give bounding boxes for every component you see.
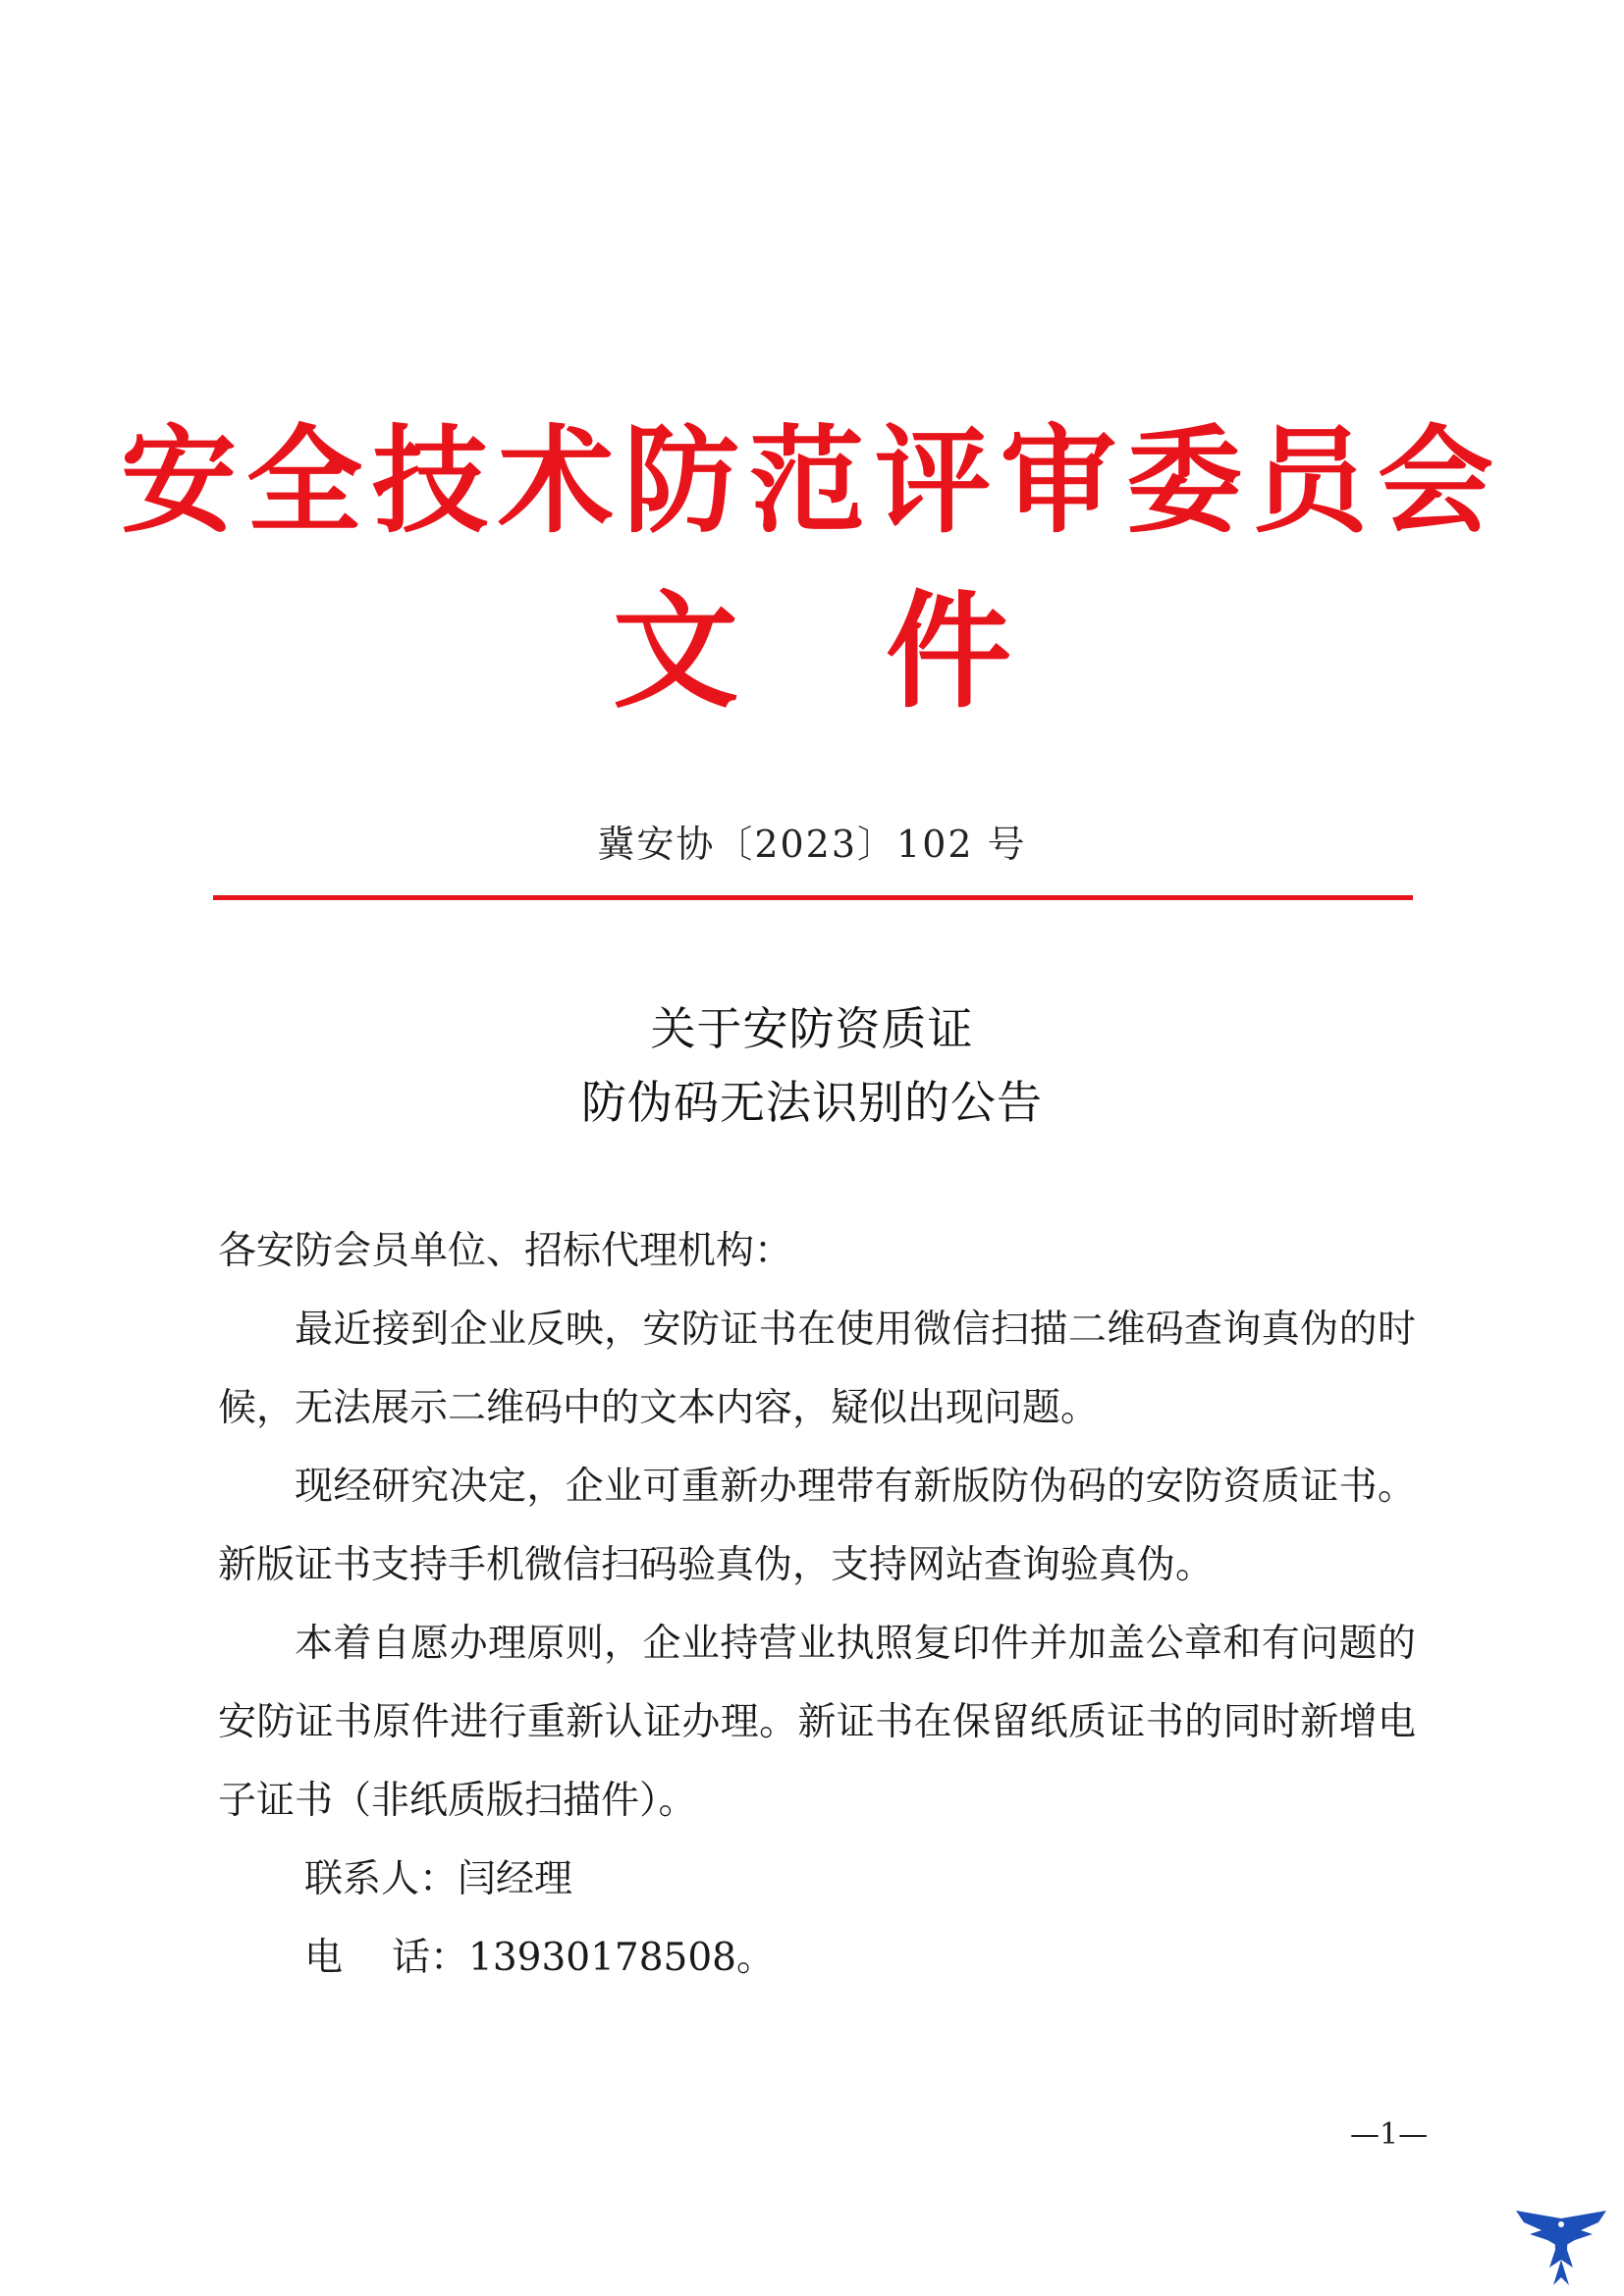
paragraph-3: 本着自愿办理原则，企业持营业执照复印件并加盖公章和有问题的安防证书原件进行重新认证办理。新证书在保留纸质证书的同时新增电子证书（非纸质版扫描件）。 bbox=[218, 1622, 1416, 1823]
salutation: 各安防会员单位、招标代理机构： bbox=[218, 1229, 793, 1273]
red-divider bbox=[213, 895, 1413, 900]
contact-label: 联系人： bbox=[304, 1857, 459, 1901]
phone-label-1: 电 bbox=[304, 1936, 344, 1980]
contact-line bbox=[304, 1841, 1384, 1919]
document-number: 冀安协〔2023〕102 号 bbox=[597, 823, 1027, 866]
notice-title-line1: 关于安防资质证 bbox=[650, 1002, 974, 1055]
doc-word-1: 文 bbox=[612, 579, 738, 725]
paragraph-2: 现经研究决定，企业可重新办理带有新版防伪码的安防资质证书。新版证书支持手机微信扫码验真伪，支持网站查询验真伪。 bbox=[218, 1465, 1416, 1587]
document-header-word bbox=[0, 579, 1624, 726]
phone-label-2: 话： bbox=[392, 1936, 469, 1980]
page-number: —1— bbox=[1350, 2117, 1429, 2152]
paragraph-1: 最近接到企业反映，安防证书在使用微信扫描二维码查询真伪的时候，无法展示二维码中的文本内容，疑似出现问题。 bbox=[218, 1308, 1416, 1430]
eagle-logo-icon bbox=[1512, 2189, 1610, 2287]
phone-line bbox=[304, 1919, 1384, 1998]
org-header-title: 安全技术防范评审委员会 bbox=[120, 413, 1503, 549]
notice-title-line2: 防伪码无法识别的公告 bbox=[581, 1076, 1043, 1129]
doc-word-2: 件 bbox=[886, 579, 1012, 725]
contact-name: 闫经理 bbox=[458, 1857, 573, 1901]
phone-number: 13930178508。 bbox=[468, 1936, 775, 1980]
